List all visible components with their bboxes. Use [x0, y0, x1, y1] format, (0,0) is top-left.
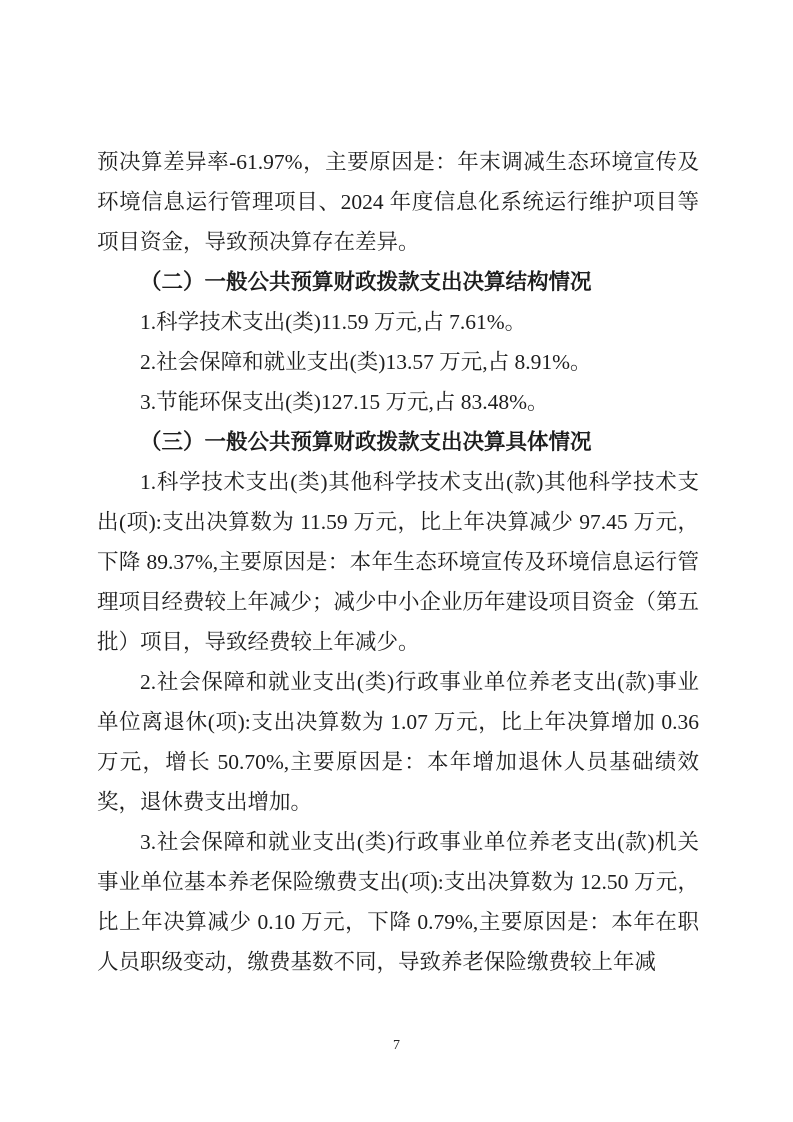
- expenditure-structure-item-3: 3.节能环保支出(类)127.15 万元,占 83.48%。: [140, 390, 549, 414]
- document-body: [97, 142, 699, 982]
- section-2-heading: （二）一般公共预算财政拨款支出决算结构情况: [140, 270, 592, 294]
- expenditure-detail-paragraph-2: 2.社会保障和就业支出(类)行政事业单位养老支出(款)事业单位离退休(项):支出决算数为 1.07 万元，比上年决算增加 0.36 万元，增长 50.70%,主要原因是：本年增加退休人员基础绩效奖，退休费支出增加。: [97, 670, 699, 814]
- expenditure-structure-item-1: 1.科学技术支出(类)11.59 万元,占 7.61%。: [140, 310, 527, 334]
- continuation-paragraph: 预决算差异率-61.97%，主要原因是：年末调减生态环境宣传及环境信息运行管理项目、2024 年度信息化系统运行维护项目等项目资金，导致预决算存在差异。: [97, 150, 699, 254]
- expenditure-structure-item-2: 2.社会保障和就业支出(类)13.57 万元,占 8.91%。: [140, 350, 592, 374]
- expenditure-detail-paragraph-3: 3.社会保障和就业支出(类)行政事业单位养老支出(款)机关事业单位基本养老保险缴费支出(项):支出决算数为 12.50 万元，比上年决算减少 0.10 万元，下降 0.79%,主要原因是：本年在职人员职级变动，缴费基数不同，导致养老保险缴费较上年减: [97, 830, 699, 974]
- page-number: 7: [393, 1038, 400, 1053]
- section-3-heading: （三）一般公共预算财政拨款支出决算具体情况: [140, 430, 592, 454]
- expenditure-detail-paragraph-1: 1.科学技术支出(类)其他科学技术支出(款)其他科学技术支出(项):支出决算数为 11.59 万元，比上年决算减少 97.45 万元，下降 89.37%,主要原因是：本年生态环境宣传及环境信息运行管理项目经费较上年减少；减少中小企业历年建设项目资金（第五批）项目，导致经费较上年减少。: [97, 470, 700, 654]
